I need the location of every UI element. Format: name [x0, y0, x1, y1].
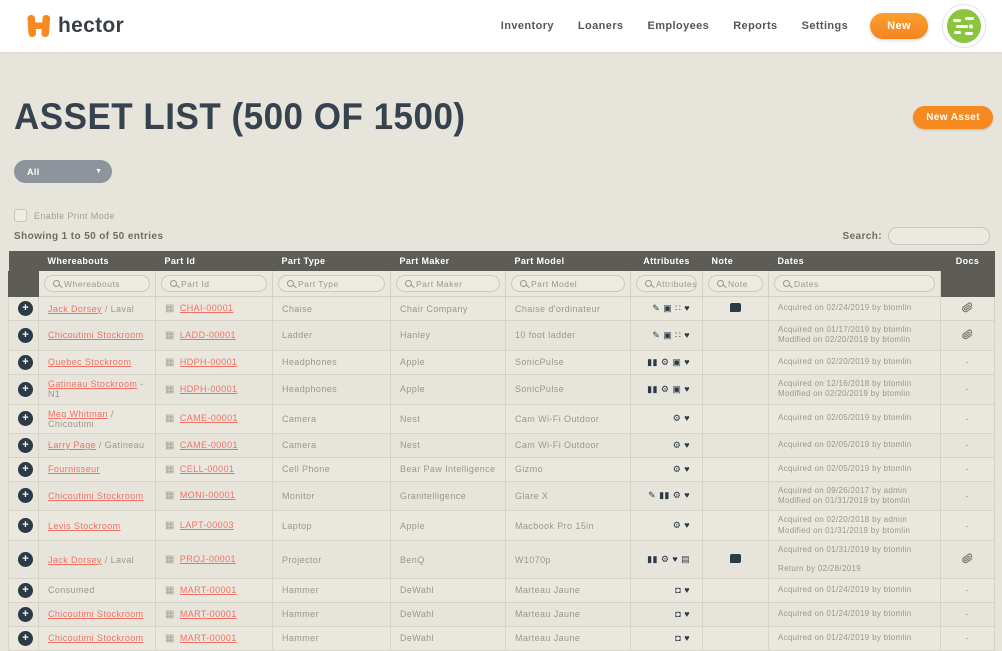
print-mode-label: Enable Print Mode — [34, 210, 115, 221]
pencil-icon: ✎ — [652, 329, 661, 340]
nav-item-loaners[interactable]: Loaners — [577, 20, 624, 32]
filter-part-type-input[interactable] — [298, 279, 384, 289]
col-docs[interactable]: Docs — [941, 251, 995, 271]
no-doc-dash: - — [965, 384, 970, 395]
no-doc-dash: - — [965, 357, 970, 368]
date-line: Acquired on 02/20/2018 by admin — [778, 515, 907, 525]
whereabouts-link[interactable]: Jack Dorsey — [48, 554, 102, 565]
expand-row-button[interactable]: + — [18, 583, 33, 598]
info-row — [14, 227, 994, 245]
heart-icon: ♥ — [684, 329, 690, 340]
table-row — [9, 626, 995, 650]
lock-icon: ◘ — [675, 633, 682, 644]
col-whereabouts[interactable]: Whereabouts — [39, 251, 156, 271]
docs-cell — [941, 297, 995, 321]
attributes-cell — [631, 374, 703, 404]
logo-text: hector — [58, 14, 124, 37]
dates-cell — [769, 457, 941, 481]
heart-icon: ♥ — [684, 490, 690, 501]
whereabouts-link[interactable]: Meg Whitman — [48, 408, 108, 419]
whereabouts-link[interactable]: Larry Page — [48, 440, 97, 451]
docs-cell — [941, 481, 995, 511]
expand-row-button[interactable]: + — [18, 607, 33, 622]
gear-icon: ⚙ — [672, 439, 682, 450]
heart-icon: ♥ — [684, 633, 690, 644]
heart-icon: ♥ — [684, 303, 690, 313]
whereabouts-suffix: / Gatineau — [96, 440, 145, 451]
no-doc-dash: - — [965, 585, 970, 596]
qr-code-icon: ▦ — [165, 608, 175, 620]
pause-icon: ▮▮ — [647, 554, 658, 565]
gear-icon: ⚙ — [660, 356, 670, 367]
search-icon — [520, 280, 527, 287]
col-part-type[interactable]: Part Type — [273, 251, 391, 271]
expand-row-button[interactable]: + — [18, 328, 33, 343]
filter-part-model-input[interactable] — [531, 279, 624, 289]
expand-row-button[interactable]: + — [18, 488, 33, 503]
col-attributes[interactable]: Attributes — [631, 251, 703, 271]
gear-icon: ⚙ — [660, 383, 670, 394]
table-row — [9, 602, 995, 626]
attributes-cell — [631, 481, 703, 511]
table-row — [9, 374, 995, 404]
dates-cell — [769, 481, 941, 511]
date-line: Modified on 01/31/2019 by btomlin — [778, 525, 911, 535]
no-doc-dash: - — [965, 633, 970, 644]
whereabouts-link[interactable]: Fournisseur — [48, 464, 100, 475]
part-model-cell: Macbook Pro 15in — [506, 511, 631, 541]
docs-cell — [941, 350, 995, 374]
part-maker-cell: Bear Paw Intelligence — [391, 457, 506, 481]
docs-cell — [941, 404, 995, 433]
part-id-link[interactable]: MART-00001 — [179, 632, 237, 643]
user-avatar[interactable] — [942, 4, 986, 48]
part-model-cell: Cam Wi-Fi Outdoor — [506, 404, 631, 433]
part-id-link[interactable]: LADD-00001 — [179, 329, 236, 340]
part-type-cell: Laptop — [273, 511, 391, 541]
attributes-cell — [631, 321, 703, 351]
part-type-cell: Headphones — [273, 374, 391, 404]
nav-item-employees[interactable]: Employees — [647, 20, 710, 32]
table-row — [9, 541, 995, 579]
part-id-link[interactable]: MART-00001 — [179, 608, 237, 619]
calendar-icon: ▣ — [672, 356, 682, 367]
expand-row-button[interactable]: + — [18, 382, 33, 397]
paperclip-icon[interactable] — [961, 301, 974, 314]
table-header-row — [9, 251, 995, 271]
whereabouts-suffix: / Chicoutimi — [48, 408, 114, 429]
filter-part-model — [511, 275, 625, 292]
paperclip-icon[interactable] — [961, 552, 974, 565]
no-doc-dash: - — [965, 520, 970, 531]
part-type-cell: Ladder — [273, 321, 391, 351]
dates-cell — [769, 626, 941, 650]
col-part-model[interactable]: Part Model — [506, 251, 631, 271]
heart-icon: ♥ — [684, 383, 690, 394]
whereabouts-link[interactable]: Chicoutimi Stockroom — [48, 633, 144, 644]
attributes-cell — [631, 511, 703, 541]
whereabouts-link[interactable]: Levis Stockroom — [48, 520, 121, 531]
part-maker-cell: Apple — [391, 511, 506, 541]
col-part-id[interactable]: Part Id — [156, 251, 273, 271]
filter-part-id-input[interactable] — [181, 279, 266, 289]
qr-code-icon: ▦ — [165, 554, 175, 566]
table-filter-row — [9, 271, 995, 297]
date-line: Acquired on 02/24/2019 by btomlin — [778, 303, 912, 313]
chevron-down-icon: ▼ — [95, 168, 102, 175]
whereabouts-link[interactable]: Jack Dorsey — [48, 303, 102, 314]
note-cell — [703, 433, 769, 457]
part-maker-cell: DeWahl — [391, 626, 506, 650]
showing-entries-text: Showing 1 to 50 of 50 entries — [14, 230, 164, 242]
attributes-cell — [631, 433, 703, 457]
whereabouts-text: Consumed — [48, 585, 95, 596]
dates-cell — [769, 433, 941, 457]
expand-row-button[interactable]: + — [18, 631, 33, 646]
date-line: Return by 02/28/2019 — [778, 563, 861, 573]
no-doc-dash: - — [965, 440, 970, 451]
part-type-cell: Projector — [273, 541, 391, 579]
date-line: Acquired on 01/24/2019 by btomlin — [778, 633, 912, 643]
attributes-cell — [631, 602, 703, 626]
search-icon — [645, 280, 652, 287]
date-line: Acquired on 02/05/2019 by btomlin — [778, 463, 912, 473]
note-cell — [703, 578, 769, 602]
date-line: Acquired on 01/17/2019 by btomlin — [778, 325, 912, 334]
gear-icon: ⚙ — [672, 413, 682, 424]
filter-part-maker — [396, 275, 500, 292]
part-type-cell: Cell Phone — [273, 457, 391, 481]
search-icon — [783, 280, 790, 287]
part-maker-cell: Apple — [391, 350, 506, 374]
dates-cell — [769, 541, 941, 579]
part-model-cell: Marteau Jaune — [506, 602, 631, 626]
gear-icon: ⚙ — [672, 463, 682, 474]
note-cell — [703, 511, 769, 541]
filter-part-maker-input[interactable] — [416, 279, 499, 289]
date-line: Modified on 01/31/2019 by btomlin — [778, 495, 911, 505]
docs-cell — [941, 321, 995, 351]
hector-logo-icon — [28, 14, 50, 38]
whereabouts-suffix: / Laval — [101, 554, 135, 565]
part-id-link[interactable]: CELL-00001 — [179, 463, 235, 474]
filter-whereabouts-input[interactable] — [64, 279, 149, 289]
docs-cell — [941, 578, 995, 602]
whereabouts-link[interactable]: Chicoutimi Stockroom — [48, 330, 144, 341]
gear-icon: ⚙ — [660, 554, 670, 565]
pause-icon: ▮▮ — [647, 383, 658, 394]
part-model-cell: SonicPulse — [506, 374, 631, 404]
expand-row-button[interactable]: + — [18, 355, 33, 370]
docs-cell — [941, 374, 995, 404]
dates-cell — [769, 321, 941, 351]
part-id-link[interactable]: HDPH-00001 — [179, 383, 238, 394]
search-label: Search: — [842, 230, 882, 242]
heart-icon: ♥ — [684, 520, 690, 531]
search-wrap — [843, 227, 995, 245]
part-maker-cell: DeWahl — [391, 602, 506, 626]
part-type-cell: Monitor — [273, 481, 391, 511]
nav-item-inventory[interactable]: Inventory — [500, 20, 554, 32]
nav-item-reports[interactable]: Reports — [733, 20, 778, 32]
docs-cell — [941, 602, 995, 626]
dots-icon: ∷ — [675, 329, 682, 340]
asset-type-dropdown-value: All — [27, 166, 40, 177]
pencil-icon: ✎ — [648, 490, 657, 501]
search-icon — [287, 280, 294, 287]
filter-dates — [774, 275, 935, 292]
heart-icon: ♥ — [684, 609, 690, 620]
part-id-link[interactable]: PROJ-00001 — [179, 554, 236, 565]
part-model-cell: W1070p — [506, 541, 631, 579]
page-title: ASSET LIST (500 OF 1500) — [14, 96, 466, 138]
filter-note-input[interactable] — [728, 279, 762, 289]
date-line: Acquired on 09/26/2017 by admin — [778, 485, 907, 495]
asset-table-body — [9, 297, 995, 651]
note-cell — [703, 457, 769, 481]
expand-row-button[interactable]: + — [18, 411, 33, 426]
date-line: Acquired on 02/05/2019 by btomlin — [778, 439, 912, 449]
part-maker-cell: Nest — [391, 404, 506, 433]
note-cell — [703, 626, 769, 650]
part-maker-cell: Hanley — [391, 321, 506, 351]
attributes-cell — [631, 404, 703, 433]
search-input[interactable] — [888, 227, 990, 245]
part-id-link[interactable]: MONI-00001 — [179, 490, 236, 501]
search-icon — [170, 280, 177, 287]
docs-cell — [941, 457, 995, 481]
expand-row-button[interactable]: + — [18, 518, 33, 533]
note-cell — [703, 481, 769, 511]
part-model-cell: Chaise d'ordinateur — [506, 297, 631, 321]
attributes-cell — [631, 457, 703, 481]
col-note[interactable]: Note — [703, 251, 769, 271]
note-cell — [703, 404, 769, 433]
part-id-link[interactable]: MART-00001 — [179, 584, 237, 595]
pause-icon: ▮▮ — [659, 490, 670, 501]
col-part-maker[interactable]: Part Maker — [391, 251, 506, 271]
part-model-cell: SonicPulse — [506, 350, 631, 374]
part-type-cell: Camera — [273, 433, 391, 457]
dates-cell — [769, 602, 941, 626]
part-model-cell: 10 foot ladder — [506, 321, 631, 351]
note-cell — [703, 350, 769, 374]
new-button[interactable]: New — [870, 13, 928, 39]
expand-row-button[interactable]: + — [18, 462, 33, 477]
qr-code-icon: ▦ — [165, 383, 175, 395]
search-icon — [717, 280, 724, 287]
date-line: Acquired on 01/31/2019 by btomlin — [778, 545, 912, 555]
dates-cell — [769, 297, 941, 321]
part-model-cell: Glare X — [506, 481, 631, 511]
search-icon — [53, 280, 60, 287]
heart-icon: ♥ — [684, 585, 690, 596]
part-type-cell: Hammer — [273, 626, 391, 650]
qr-code-icon: ▦ — [165, 584, 175, 596]
table-row — [9, 511, 995, 541]
dates-cell — [769, 350, 941, 374]
qr-code-icon: ▦ — [165, 413, 175, 425]
table-row — [9, 433, 995, 457]
date-line: Acquired on 01/24/2019 by btomlin — [778, 609, 912, 619]
filter-part-id — [161, 275, 267, 292]
expand-row-button[interactable]: + — [18, 552, 33, 567]
whereabouts-suffix: / Laval — [101, 303, 135, 314]
dates-cell — [769, 404, 941, 433]
heart-icon: ♥ — [684, 356, 690, 367]
note-cell — [703, 321, 769, 351]
whereabouts-link[interactable]: Gatineau Stockroom — [48, 379, 138, 390]
date-line: Acquired on 02/05/2019 by btomlin — [778, 413, 912, 423]
qr-code-icon: ▦ — [165, 632, 175, 644]
qr-code-icon: ▦ — [165, 303, 175, 314]
part-maker-cell: Nest — [391, 433, 506, 457]
date-line: Acquired on 12/16/2018 by btomlin — [778, 378, 912, 388]
filter-part-type — [278, 275, 385, 292]
table-row — [9, 457, 995, 481]
qr-code-icon: ▦ — [165, 490, 175, 502]
attributes-cell — [631, 578, 703, 602]
heart-icon: ♥ — [684, 439, 690, 450]
main-nav — [501, 20, 848, 32]
calendar-icon: ▣ — [663, 329, 673, 340]
asset-type-dropdown[interactable] — [14, 160, 112, 183]
gear-icon: ⚙ — [672, 520, 682, 531]
note-icon — [730, 303, 741, 312]
part-type-cell: Camera — [273, 404, 391, 433]
part-model-cell: Gizmo — [506, 457, 631, 481]
filter-note — [708, 275, 763, 292]
dates-cell — [769, 578, 941, 602]
note-cell — [703, 541, 769, 579]
col-expand — [9, 251, 39, 271]
note-cell — [703, 602, 769, 626]
page-content — [0, 96, 1002, 651]
docs-cell — [941, 541, 995, 579]
docs-cell — [941, 433, 995, 457]
lock-icon: ◘ — [675, 585, 682, 596]
table-row — [9, 297, 995, 321]
attributes-cell — [631, 350, 703, 374]
note-cell — [703, 297, 769, 321]
table-row — [9, 321, 995, 351]
part-model-cell: Cam Wi-Fi Outdoor — [506, 433, 631, 457]
filter-attributes — [636, 275, 697, 292]
whereabouts-link[interactable]: Quebec Stockroom — [48, 357, 132, 368]
date-line: Acquired on 02/20/2019 by btomlin — [778, 357, 912, 367]
part-id-link[interactable]: CHAI-00001 — [179, 303, 234, 313]
part-maker-cell: Apple — [391, 374, 506, 404]
screen-icon: ▤ — [681, 554, 690, 565]
heart-icon: ♥ — [684, 463, 690, 474]
note-icon — [730, 554, 741, 563]
part-model-cell: Marteau Jaune — [506, 626, 631, 650]
table-row — [9, 578, 995, 602]
avatar-identicon — [946, 8, 982, 44]
nav-item-settings[interactable]: Settings — [801, 20, 849, 32]
table-row — [9, 350, 995, 374]
part-maker-cell: DeWahl — [391, 578, 506, 602]
date-line: Acquired on 01/24/2019 by btomlin — [778, 585, 912, 595]
whereabouts-suffix: - N1 — [48, 379, 144, 400]
part-maker-cell: Chair Company — [391, 297, 506, 321]
lock-icon: ◘ — [675, 609, 682, 620]
part-type-cell: Headphones — [273, 350, 391, 374]
filter-whereabouts — [44, 275, 150, 292]
part-id-link[interactable]: LAPT-00003 — [179, 520, 234, 531]
calendar-icon: ▣ — [663, 303, 673, 313]
part-type-cell: Hammer — [273, 602, 391, 626]
paperclip-icon[interactable] — [961, 328, 974, 341]
whereabouts-link[interactable]: Chicoutimi Stockroom — [48, 609, 144, 620]
filter-attributes-input[interactable] — [656, 279, 696, 289]
filter-dates-input[interactable] — [794, 279, 934, 289]
docs-cell — [941, 626, 995, 650]
table-row — [9, 481, 995, 511]
qr-code-icon: ▦ — [165, 463, 175, 475]
part-id-link[interactable]: CAME-00001 — [179, 413, 238, 424]
search-icon — [405, 280, 412, 287]
pause-icon: ▮▮ — [647, 356, 658, 367]
part-maker-cell: Granitelligence — [391, 481, 506, 511]
part-id-link[interactable]: HDPH-00001 — [179, 356, 238, 367]
print-mode-row — [14, 209, 994, 222]
gear-icon: ⚙ — [672, 490, 682, 501]
qr-code-icon: ▦ — [165, 439, 175, 451]
calendar-icon: ▣ — [672, 383, 682, 394]
new-asset-button[interactable]: New Asset — [913, 106, 993, 129]
attributes-cell — [631, 297, 703, 321]
no-doc-dash: - — [965, 413, 970, 424]
part-maker-cell: BenQ — [391, 541, 506, 579]
pencil-icon: ✎ — [652, 303, 661, 313]
heart-icon: ♥ — [684, 413, 690, 424]
hector-logo[interactable] — [28, 14, 124, 38]
no-doc-dash: - — [965, 490, 970, 501]
docs-cell — [941, 511, 995, 541]
part-model-cell: Marteau Jaune — [506, 578, 631, 602]
table-row — [9, 404, 995, 433]
whereabouts-link[interactable]: Chicoutimi Stockroom — [48, 490, 144, 501]
qr-code-icon: ▦ — [165, 329, 175, 341]
expand-row-button[interactable]: + — [18, 301, 33, 316]
date-line: Modified on 02/20/2019 by btomlin — [778, 335, 911, 345]
dates-cell — [769, 374, 941, 404]
qr-code-icon: ▦ — [165, 520, 175, 532]
dots-icon: ∷ — [675, 303, 682, 313]
note-cell — [703, 374, 769, 404]
asset-table — [8, 251, 995, 651]
date-line: Modified on 02/20/2019 by btomlin — [778, 389, 911, 399]
no-doc-dash: - — [965, 464, 970, 475]
top-bar — [0, 0, 1002, 52]
dates-cell — [769, 511, 941, 541]
part-id-link[interactable]: CAME-00001 — [179, 439, 238, 450]
expand-row-button[interactable]: + — [18, 438, 33, 453]
attributes-cell — [631, 541, 703, 579]
no-doc-dash: - — [965, 609, 970, 620]
heart-icon: ♥ — [672, 554, 679, 565]
part-type-cell: Hammer — [273, 578, 391, 602]
qr-code-icon: ▦ — [165, 356, 175, 368]
print-mode-checkbox[interactable] — [14, 209, 27, 222]
part-type-cell: Chaise — [273, 297, 391, 321]
col-dates[interactable]: Dates — [769, 251, 941, 271]
attributes-cell — [631, 626, 703, 650]
